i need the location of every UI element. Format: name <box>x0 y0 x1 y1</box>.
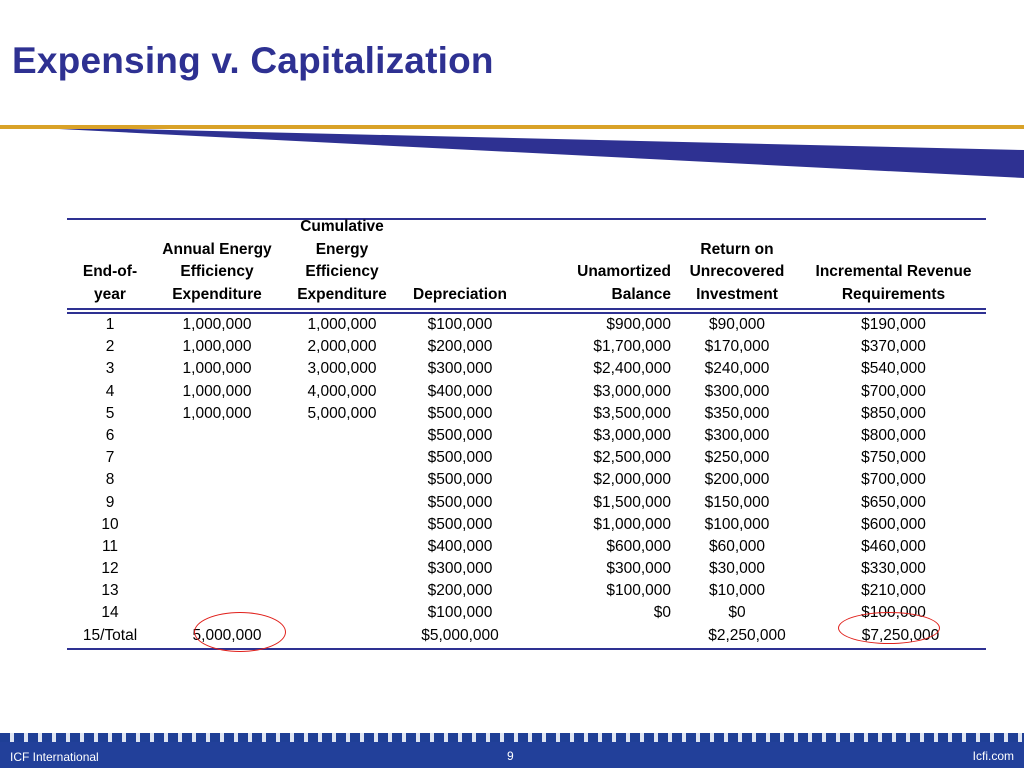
table-cell: $600,000 <box>606 537 671 555</box>
column-header-line: Energy <box>315 240 369 258</box>
table-cell: $100,000 <box>861 604 926 622</box>
table-cell: 1,000,000 <box>182 404 252 422</box>
table-cell: $3,500,000 <box>593 404 671 422</box>
table-cell <box>281 536 403 558</box>
table-body <box>67 314 986 647</box>
table-cell: 12 <box>101 560 119 578</box>
column-header-line: Annual Energy <box>162 240 272 258</box>
table-cell: $10,000 <box>708 582 766 600</box>
table-cell: $300,000 <box>606 560 671 578</box>
table-row <box>67 425 986 447</box>
table-cell: 1,000,000 <box>182 316 252 333</box>
table-cell <box>281 492 403 514</box>
table-cell <box>153 580 281 602</box>
table-cell: 1,000,000 <box>307 316 377 333</box>
column-header <box>517 261 673 306</box>
column-header <box>403 284 517 307</box>
slide-title: Expensing v. Capitalization <box>12 40 494 81</box>
column-header-line: Depreciation <box>413 285 507 303</box>
table-cell: $200,000 <box>704 471 770 489</box>
capitalization-table <box>67 218 986 650</box>
table-cell: $700,000 <box>861 471 926 489</box>
table-cell: $5,000,000 <box>421 626 499 644</box>
table-cell: 1 <box>105 316 115 333</box>
table-cell <box>281 447 403 469</box>
column-header-line: Return on <box>700 240 774 258</box>
table-cell: $500,000 <box>427 471 493 489</box>
table-cell: $190,000 <box>861 316 926 333</box>
table-cell: $100,000 <box>427 316 493 333</box>
table-cell: 4,000,000 <box>307 382 377 400</box>
table-header-row <box>67 220 986 306</box>
column-header <box>673 239 801 307</box>
table-cell: 7 <box>105 449 115 467</box>
table-cell: $800,000 <box>861 426 926 444</box>
table-row <box>67 336 986 358</box>
table-row <box>67 314 986 336</box>
column-header-line: Requirements <box>841 285 946 303</box>
annotation-circle-total-revenue <box>838 612 940 644</box>
column-header-line: Balance <box>611 285 671 303</box>
column-header-line: Expenditure <box>297 285 387 303</box>
annotation-circle-total-expenditure <box>194 612 286 652</box>
table-cell: 1,000,000 <box>182 338 252 356</box>
table-cell: $350,000 <box>704 404 770 422</box>
table-row <box>67 381 986 403</box>
table-cell: 2,000,000 <box>307 338 377 356</box>
table-cell: 11 <box>101 537 119 555</box>
table-bottom-rule <box>67 648 986 650</box>
column-header <box>67 261 153 306</box>
table-cell: $500,000 <box>427 404 493 422</box>
table-cell: $370,000 <box>861 338 926 356</box>
footer-stripe <box>0 733 1024 742</box>
table-cell <box>281 580 403 602</box>
table-cell: $300,000 <box>427 560 493 578</box>
table-cell: $300,000 <box>704 382 770 400</box>
column-header-line: Expenditure <box>172 285 262 303</box>
table-cell: $150,000 <box>704 493 770 511</box>
footer-company: ICF International <box>10 750 99 764</box>
table-cell: $200,000 <box>427 582 493 600</box>
table-cell: $7,250,000 <box>861 626 940 644</box>
table-cell: $400,000 <box>427 382 493 400</box>
table-cell <box>281 514 403 536</box>
table-cell: $400,000 <box>427 537 493 555</box>
table-cell <box>281 469 403 491</box>
column-header-line: Efficiency <box>180 263 254 280</box>
table-cell: $540,000 <box>861 360 926 378</box>
table-cell <box>281 602 403 624</box>
table-cell: $2,000,000 <box>593 471 671 489</box>
column-header-line: End-of- <box>82 263 138 280</box>
column-header-line: Investment <box>696 285 778 303</box>
column-header-line: Incremental Revenue <box>815 263 972 280</box>
table-cell: $300,000 <box>704 426 770 444</box>
column-header-line: year <box>94 285 126 303</box>
column-header <box>281 216 403 306</box>
table-cell: $30,000 <box>708 560 766 578</box>
table-cell: $600,000 <box>861 515 926 533</box>
header-swoosh-rule <box>0 120 1024 180</box>
table-cell: $2,500,000 <box>593 449 671 467</box>
column-header <box>153 239 281 307</box>
table-cell: $250,000 <box>704 449 770 467</box>
table-row <box>67 492 986 514</box>
table-cell: $1,700,000 <box>593 338 671 356</box>
table-cell <box>517 625 673 647</box>
table-cell: $500,000 <box>427 493 493 511</box>
table-cell: $750,000 <box>861 449 926 467</box>
page-number: 9 <box>507 749 514 763</box>
table-cell <box>281 625 403 647</box>
table-row <box>67 447 986 469</box>
table-cell: 2 <box>105 338 115 356</box>
table-cell: 15/Total <box>82 626 138 644</box>
table-cell: $3,000,000 <box>593 382 671 400</box>
table-cell: 1,000,000 <box>182 382 252 400</box>
table-cell: $700,000 <box>861 382 926 400</box>
table-cell: $100,000 <box>427 604 493 622</box>
table-cell: 5,000,000 <box>307 404 377 422</box>
table-cell: 1,000,000 <box>182 360 252 378</box>
table-cell: $650,000 <box>861 493 926 511</box>
table-cell: $0 <box>653 604 671 622</box>
table-cell: $2,250,000 <box>708 626 786 644</box>
table-row <box>67 403 986 425</box>
table-cell: $100,000 <box>606 582 671 600</box>
table-cell <box>153 514 281 536</box>
table-cell: 10 <box>101 515 119 533</box>
table-cell: $500,000 <box>427 515 493 533</box>
column-header <box>801 261 986 306</box>
table-cell: 13 <box>101 582 119 600</box>
table-cell: $170,000 <box>704 338 770 356</box>
table-cell: $500,000 <box>427 449 493 467</box>
table-cell: $3,000,000 <box>593 426 671 444</box>
table-row <box>67 536 986 558</box>
table-cell: $500,000 <box>427 426 493 444</box>
column-header-line: Efficiency <box>305 263 379 280</box>
table-cell: $300,000 <box>427 360 493 378</box>
table-cell <box>281 425 403 447</box>
table-cell: $240,000 <box>704 360 770 378</box>
column-header-line: Cumulative <box>300 218 384 235</box>
table-cell: 6 <box>105 426 115 444</box>
table-row <box>67 469 986 491</box>
header-blue-wedge <box>0 126 1024 178</box>
table-cell: 3,000,000 <box>307 360 377 378</box>
table-cell <box>153 492 281 514</box>
table-cell: $2,400,000 <box>593 360 671 378</box>
table-cell: $1,500,000 <box>593 493 671 511</box>
table-row <box>67 358 986 380</box>
table-cell: $1,000,000 <box>593 515 671 533</box>
table-cell: $330,000 <box>861 560 926 578</box>
table-cell: $100,000 <box>704 515 770 533</box>
table-cell <box>153 536 281 558</box>
header-gold-line <box>0 125 1024 129</box>
table-cell: 5 <box>105 404 115 422</box>
table-cell: $210,000 <box>861 582 926 600</box>
table-cell: $850,000 <box>861 404 926 422</box>
table-cell <box>153 447 281 469</box>
table-cell: 3 <box>105 360 115 378</box>
table-cell: $90,000 <box>708 316 766 333</box>
table-row <box>67 580 986 602</box>
column-header-line: Unrecovered <box>689 263 785 280</box>
table-cell: $460,000 <box>861 537 926 555</box>
table-cell: 4 <box>105 382 115 400</box>
table-cell: 14 <box>101 604 119 622</box>
table-cell: 8 <box>105 471 115 489</box>
table-cell: $200,000 <box>427 338 493 356</box>
table-cell <box>153 558 281 580</box>
table-cell: 9 <box>105 493 115 511</box>
table-cell: $60,000 <box>708 537 766 555</box>
table-cell: $0 <box>728 604 746 622</box>
table-cell <box>153 425 281 447</box>
table-cell: 5,000,000 <box>192 626 262 644</box>
table-row <box>67 514 986 536</box>
table-cell <box>281 558 403 580</box>
table-cell: $900,000 <box>606 316 671 333</box>
column-header-line: Unamortized <box>577 263 671 280</box>
table-cell <box>153 469 281 491</box>
footer-website: Icfi.com <box>972 749 1014 763</box>
table-row <box>67 558 986 580</box>
